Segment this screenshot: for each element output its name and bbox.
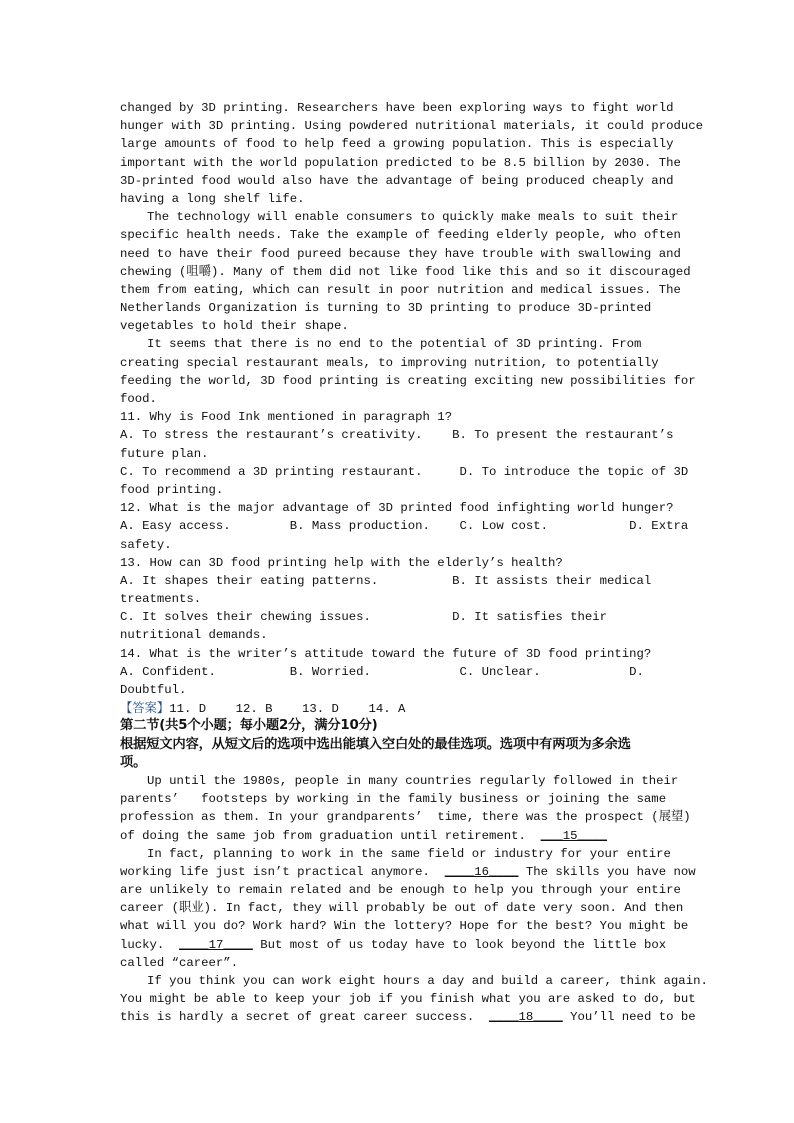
text-line: Up until the 1980s, people in many countries regularly followed in their	[147, 773, 679, 788]
text-line: hunger with 3D printing. Using powdered nutritional materials, it could produce	[120, 119, 703, 134]
text-segment: You’ll need to be	[562, 1010, 696, 1025]
answer-line	[120, 699, 680, 717]
question-11-options: A. To stress the restaurant’s creativity. B. To present the restaurant’s	[120, 428, 674, 443]
text-line: career (职业). In fact, they will probably be out of date very soon. And then	[120, 901, 684, 916]
text-segment: of doing the same job from graduation until retirement.	[120, 828, 541, 843]
question-11-options: C. To recommend a 3D printing restaurant. D. To introduce the topic of 3D	[120, 464, 689, 479]
question-11-stem: 11. Why is Food Ink mentioned in paragraph 1?	[120, 410, 453, 425]
blank-17: ____17____	[179, 937, 253, 952]
text-line: having a long shelf life.	[120, 191, 305, 206]
text-line: changed by 3D printing. Researchers have been exploring ways to fight world	[120, 101, 674, 115]
text-line: feeding the world, 3D food printing is creating exciting new possibilities for	[120, 373, 696, 388]
text-line: large amounts of food to help feed a growing population. This is especially	[120, 137, 674, 152]
text-line: are unlikely to remain related and be enough to help you through your entire	[120, 883, 681, 898]
blank-18: ____18____	[488, 1010, 563, 1025]
text-line: food.	[120, 392, 157, 406]
text-line: what will you do? Work hard? Win the lottery? Hope for the best? You might be	[120, 919, 689, 934]
question-13-options: C. It solves their chewing issues. D. It satisfies their	[120, 610, 608, 625]
question-14-options: A. Confident. B. Worried. C. Unclear. D.	[120, 664, 644, 679]
question-14-options: Doubtful.	[120, 683, 187, 697]
question-13-options: treatments.	[120, 592, 202, 607]
passage-d-paragraph-1	[120, 772, 691, 845]
text-segment: lucky.	[120, 937, 180, 952]
section-2-instruction-continued: 项。	[120, 754, 147, 770]
question-13-stem: 13. How can 3D food printing help with the elderly’s health?	[120, 555, 563, 570]
section-2-title: 第二节(共5个小题；每小题2分，满分10分)	[120, 718, 378, 734]
passage-d-paragraph-2	[120, 845, 696, 972]
text-line: chewing (咀嚼). Many of them did not like food like this and so it discouraged	[120, 264, 691, 279]
passage-d-paragraph-3	[120, 972, 708, 1027]
text-line: It seems that there is no end to the potential of 3D printing. From	[147, 337, 642, 352]
question-13-options: nutritional demands.	[120, 628, 268, 643]
text-line: called “career”.	[120, 955, 239, 970]
text-line: You might be able to keep your job if you finish what you are asked to do, but	[120, 992, 696, 1007]
question-13-options: A. It shapes their eating patterns. B. It assists their medical	[120, 573, 652, 588]
text-line	[120, 863, 696, 881]
text-line: If you think you can work eight hours a day and build a career, think again.	[147, 974, 708, 988]
blank-16: ____16____	[444, 864, 519, 879]
passage-c-paragraph-2	[120, 208, 691, 335]
question-14-stem: 14. What is the writer’s attitude toward the future of 3D food printing?	[120, 646, 652, 661]
question-12-options: safety.	[120, 537, 172, 552]
text-line	[120, 936, 680, 954]
document-page	[120, 99, 708, 1027]
text-segment: But most of us today have to look beyond the little box	[252, 937, 667, 952]
text-line: parents’ footsteps by working in the family business or joining the same	[120, 792, 667, 807]
text-line: specific health needs. Take the example of feeding elderly people, who often	[120, 228, 681, 243]
passage-c-paragraph-3	[120, 335, 696, 408]
text-line: The technology will enable consumers to quickly make meals to suit their	[147, 210, 679, 225]
section-2-instruction: 根据短文内容，从短文后的选项中选出能填入空白处的最佳选项。选项中有两项为多余选	[120, 736, 631, 752]
text-line: important with the world population predicted to be 8.5 billion by 2030. The	[120, 155, 681, 170]
question-11-options: food printing.	[120, 482, 224, 497]
text-line: 3D-printed food would also have the advantage of being produced cheaply and	[120, 173, 674, 188]
answer-text: 11. D 12. B 13. D 14. A	[169, 702, 406, 717]
text-segment: The skills you have now	[518, 864, 696, 879]
text-line: In fact, planning to work in the same field or industry for your entire	[147, 846, 671, 861]
passage-c-paragraph-1	[120, 99, 703, 208]
questions-block	[120, 408, 689, 699]
text-line: them from eating, which can result in poor nutrition and medical issues. The	[120, 282, 681, 297]
text-line: vegetables to hold their shape.	[120, 319, 349, 334]
question-11-options: future plan.	[120, 446, 209, 461]
blank-15: ___15____	[540, 828, 608, 843]
text-segment: working life just isn’t practical anymore.	[120, 864, 445, 879]
text-line	[120, 827, 680, 845]
text-line	[120, 1008, 696, 1026]
question-12-options: A. Easy access. B. Mass production. C. Low cost. D. Extra	[120, 519, 689, 534]
answer-tag: 【答案】	[120, 701, 170, 716]
question-12-stem: 12. What is the major advantage of 3D printed food infighting world hunger?	[120, 501, 674, 516]
text-line: need to have their food pureed because they have trouble with swallowing and	[120, 246, 681, 261]
text-line: creating special restaurant meals, to improving nutrition, to potentially	[120, 355, 659, 370]
text-segment: this is hardly a secret of great career success.	[120, 1010, 489, 1025]
text-line: Netherlands Organization is turning to 3D printing to produce 3D-printed	[120, 301, 652, 316]
text-line: profession as them. In your grandparents’ time, there was the prospect (展望)	[120, 810, 691, 825]
